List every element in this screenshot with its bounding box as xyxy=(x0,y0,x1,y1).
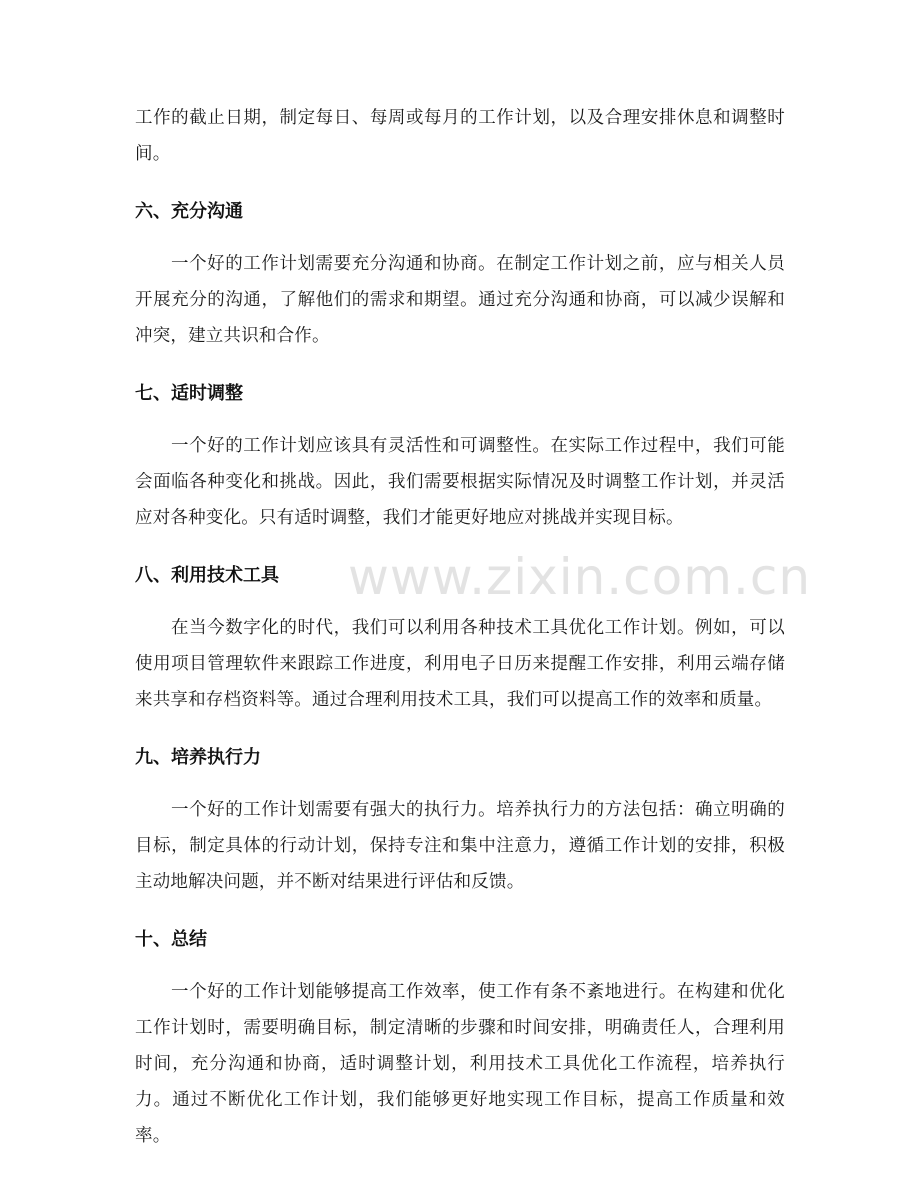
section-heading-execution: 九、培养执行力 xyxy=(135,747,261,768)
section-heading-summary: 十、总结 xyxy=(135,929,207,950)
watermark: www.zixin.com.cn xyxy=(348,548,812,606)
section-heading-adjustment: 七、适时调整 xyxy=(135,383,243,404)
document-body xyxy=(135,100,785,1154)
section-body-adjustment: 一个好的工作计划应该具有灵活性和可调整性。在实际工作过程中，我们可能会面临各种变化和挑战。因此，我们需要根据实际情况及时调整工作计划，并灵活应对各种变化。只有适时调整，我们才能更好地应对挑战并实现目标。 xyxy=(135,436,785,528)
section-body-execution: 一个好的工作计划需要有强大的执行力。培养执行力的方法包括：确立明确的目标，制定具体的行动计划，保持专注和集中注意力，遵循工作计划的安排，积极主动地解决问题，并不断对结果进行评估和反馈。 xyxy=(135,800,785,892)
section-body-summary: 一个好的工作计划能够提高工作效率，使工作有条不紊地进行。在构建和优化工作计划时，需要明确目标，制定清晰的步骤和时间安排，明确责任人，合理利用时间，充分沟通和协商，适时调整计划，利用技术工具优化工作流程，培养执行力。通过不断优化工作计划，我们能够更好地实现工作目标，提高工作质量和效率。 xyxy=(135,982,785,1146)
section-heading-tech-tools: 八、利用技术工具 xyxy=(135,565,279,586)
section-body-tech-tools: 在当今数字化的时代，我们可以利用各种技术工具优化工作计划。例如，可以使用项目管理软件来跟踪工作进度，利用电子日历来提醒工作安排，利用云端存储来共享和存档资料等。通过合理利用技术工具，我们可以提高工作的效率和质量。 xyxy=(135,618,785,710)
intro-continuation-paragraph: 工作的截止日期，制定每日、每周或每月的工作计划，以及合理安排休息和调整时间。 xyxy=(135,108,785,164)
section-body-communication: 一个好的工作计划需要充分沟通和协商。在制定工作计划之前，应与相关人员开展充分的沟通，了解他们的需求和期望。通过充分沟通和协商，可以减少误解和冲突，建立共识和合作。 xyxy=(135,254,785,346)
section-heading-communication: 六、充分沟通 xyxy=(135,201,243,222)
